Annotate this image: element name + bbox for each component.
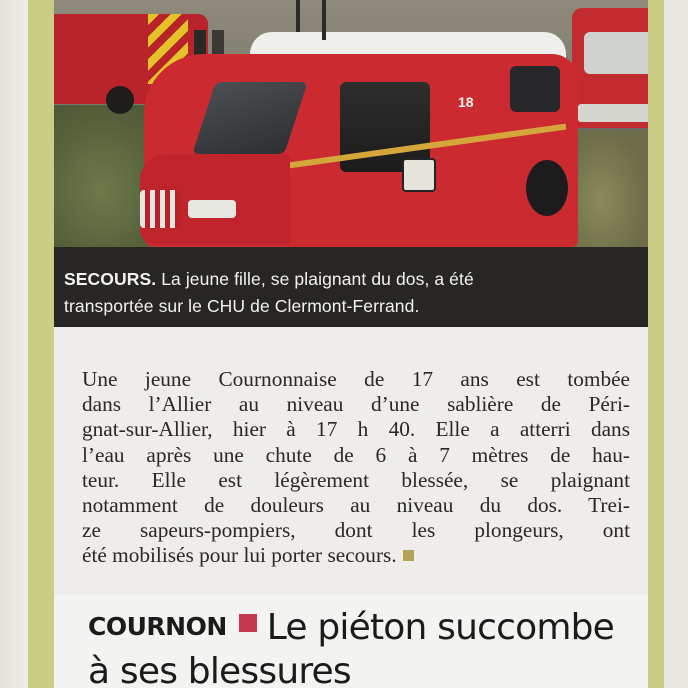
next-article-headline bbox=[54, 595, 648, 688]
news-photo-fire-trucks bbox=[54, 0, 648, 247]
article-body bbox=[54, 327, 648, 595]
photo-caption bbox=[54, 247, 648, 327]
headline-kicker: COURNON bbox=[88, 612, 227, 641]
caption-line-1: La jeune fille, se plaignant du dos, a été bbox=[161, 269, 474, 289]
ladder-post bbox=[296, 0, 300, 32]
article-text bbox=[82, 367, 630, 569]
vehicle-bumper bbox=[578, 104, 648, 122]
van-grille bbox=[140, 190, 180, 228]
caption-lead: SECOURS. bbox=[64, 269, 157, 289]
vehicle-windshield bbox=[584, 32, 648, 74]
article-line: teur. Elle est légèrement blessée, se plaignant bbox=[82, 467, 630, 492]
van-emergency-number: 18 bbox=[458, 94, 474, 110]
headline-square-icon bbox=[239, 614, 257, 632]
article-line: dans l’Allier au niveau d’une sablière de Péri- bbox=[82, 392, 630, 417]
article-line: Une jeune Cournonnaise de 17 ans est tombée bbox=[82, 367, 630, 391]
caption-line-2: transportée sur le CHU de Clermont-Ferrand. bbox=[64, 296, 420, 316]
van-headlight bbox=[188, 200, 236, 218]
article-line: gnat-sur-Allier, hier à 17 h 40. Elle a atterri dans bbox=[82, 417, 630, 442]
article-line: l’eau après une chute de 6 à 7 mètres de hau- bbox=[82, 442, 630, 467]
headline-row-1 bbox=[88, 607, 614, 648]
article-line: notamment de douleurs au niveau du dos. Trei- bbox=[82, 493, 630, 518]
van-rear-window bbox=[510, 66, 560, 112]
article-end-square-icon bbox=[403, 550, 414, 561]
headline-title-line-2: à ses blessures bbox=[88, 651, 351, 688]
green-column-rule-left bbox=[28, 0, 54, 688]
van-wheel bbox=[526, 160, 568, 216]
article-line: ze sapeurs-pompiers, dont les plongeurs, ont bbox=[82, 518, 630, 543]
fire-van-main bbox=[140, 32, 580, 247]
fire-truck-wheel bbox=[106, 86, 134, 114]
article-line-last bbox=[82, 543, 630, 568]
van-emblem-icon bbox=[402, 158, 436, 192]
green-column-rule-right bbox=[648, 0, 664, 688]
headline-title: Le piéton succombe bbox=[266, 607, 615, 648]
page-margin-left bbox=[0, 0, 28, 688]
newspaper-column bbox=[54, 0, 648, 688]
page-margin-right bbox=[664, 0, 688, 688]
ladder-post bbox=[322, 0, 326, 40]
fire-vehicle-right bbox=[572, 8, 648, 128]
article-line: été mobilisés pour lui porter secours. bbox=[82, 543, 397, 568]
